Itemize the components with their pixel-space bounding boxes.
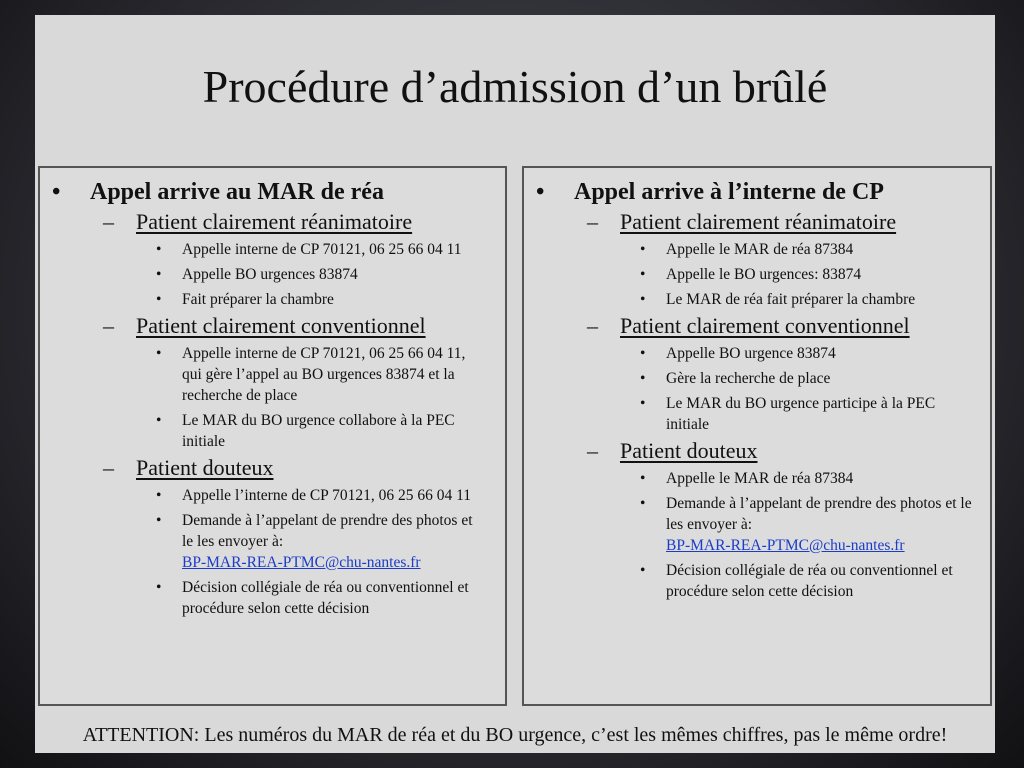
right-section-conventionnel xyxy=(524,313,990,339)
list-item: • Appelle le MAR de réa 87384 xyxy=(640,241,854,258)
dot-icon: • xyxy=(640,562,646,579)
list-item: • Le MAR du BO urgence collabore à la PEC initiale xyxy=(156,412,455,450)
slide-title: Procédure d’admission d’un brûlé xyxy=(202,61,828,112)
dot-icon: • xyxy=(640,345,646,362)
dot-icon: • xyxy=(156,266,162,283)
right-section-douteux xyxy=(524,438,990,464)
left-heading xyxy=(40,178,505,206)
dot-icon: • xyxy=(156,487,162,504)
dot-icon: • xyxy=(640,241,646,258)
dot-icon: • xyxy=(640,495,646,512)
email-link[interactable]: BP-MAR-REA-PTMC@chu-nantes.fr xyxy=(666,537,905,554)
list-item: • Demande à l’appelant de prendre des photos et le les envoyer à: BP-MAR-REA-PTMC@chu-nantes.fr xyxy=(640,495,972,554)
dot-icon: • xyxy=(640,395,646,412)
list-item: • Appelle le BO urgences: 83874 xyxy=(640,266,862,283)
dash-icon: – xyxy=(587,438,598,463)
dash-icon: – xyxy=(587,209,598,234)
list-item: • Appelle interne de CP 70121, 06 25 66 04 11, qui gère l’appel au BO urgences 83874 et la recherche de place xyxy=(156,345,466,404)
list-item: • Appelle interne de CP 70121, 06 25 66 04 11 xyxy=(156,241,462,258)
right-heading-text: Appel arrive à l’interne de CP xyxy=(574,179,884,205)
list-item: • Gère la recherche de place xyxy=(640,370,831,387)
bullet-icon: • xyxy=(536,179,545,205)
left-section-reanimatoire xyxy=(40,209,505,235)
dot-icon: • xyxy=(156,579,162,596)
dot-icon: • xyxy=(640,291,646,308)
list-item: • Décision collégiale de réa ou conventionnel et procédure selon cette décision xyxy=(640,562,953,600)
list-item: • Appelle le MAR de réa 87384 xyxy=(640,470,854,487)
right-section-reanimatoire xyxy=(524,209,990,235)
section-label: Patient douteux xyxy=(136,455,274,480)
list-item: • Appelle BO urgence 83874 xyxy=(640,345,836,362)
right-heading xyxy=(524,178,990,206)
section-label: Patient douteux xyxy=(620,438,758,463)
dash-icon: – xyxy=(103,455,114,480)
bullet-icon: • xyxy=(52,179,61,205)
left-panel xyxy=(38,166,507,706)
slide xyxy=(35,15,995,753)
dash-icon: – xyxy=(103,313,114,338)
dot-icon: • xyxy=(156,345,162,362)
email-link[interactable]: BP-MAR-REA-PTMC@chu-nantes.fr xyxy=(182,554,421,571)
list-item: • Demande à l’appelant de prendre des photos et le les envoyer à: BP-MAR-REA-PTMC@chu-nantes.fr xyxy=(156,512,473,571)
left-section-conventionnel xyxy=(40,313,505,339)
dot-icon: • xyxy=(156,241,162,258)
dot-icon: • xyxy=(156,291,162,308)
dot-icon: • xyxy=(156,512,162,529)
list-item: • Le MAR du BO urgence participe à la PEC initiale xyxy=(640,395,936,433)
right-panel xyxy=(522,166,992,706)
dash-icon: – xyxy=(587,313,598,338)
attention-note: ATTENTION: Les numéros du MAR de réa et du BO urgence, c’est les mêmes chiffres, pas le même ordre! xyxy=(82,724,948,746)
dot-icon: • xyxy=(640,470,646,487)
list-item: • Le MAR de réa fait préparer la chambre xyxy=(640,291,916,308)
list-item: • Appelle BO urgences 83874 xyxy=(156,266,358,283)
left-heading-text: Appel arrive au MAR de réa xyxy=(90,179,384,205)
dash-icon: – xyxy=(103,209,114,234)
list-item: • Appelle l’interne de CP 70121, 06 25 66 04 11 xyxy=(156,487,472,504)
list-item: • Décision collégiale de réa ou conventionnel et procédure selon cette décision xyxy=(156,579,469,617)
section-label: Patient clairement réanimatoire xyxy=(136,209,413,234)
dot-icon: • xyxy=(156,412,162,429)
dot-icon: • xyxy=(640,370,646,387)
dot-icon: • xyxy=(640,266,646,283)
left-section-douteux xyxy=(40,455,505,481)
list-item: • Fait préparer la chambre xyxy=(156,291,334,308)
section-label: Patient clairement conventionnel xyxy=(620,313,910,338)
section-label: Patient clairement conventionnel xyxy=(136,313,426,338)
section-label: Patient clairement réanimatoire xyxy=(620,209,897,234)
